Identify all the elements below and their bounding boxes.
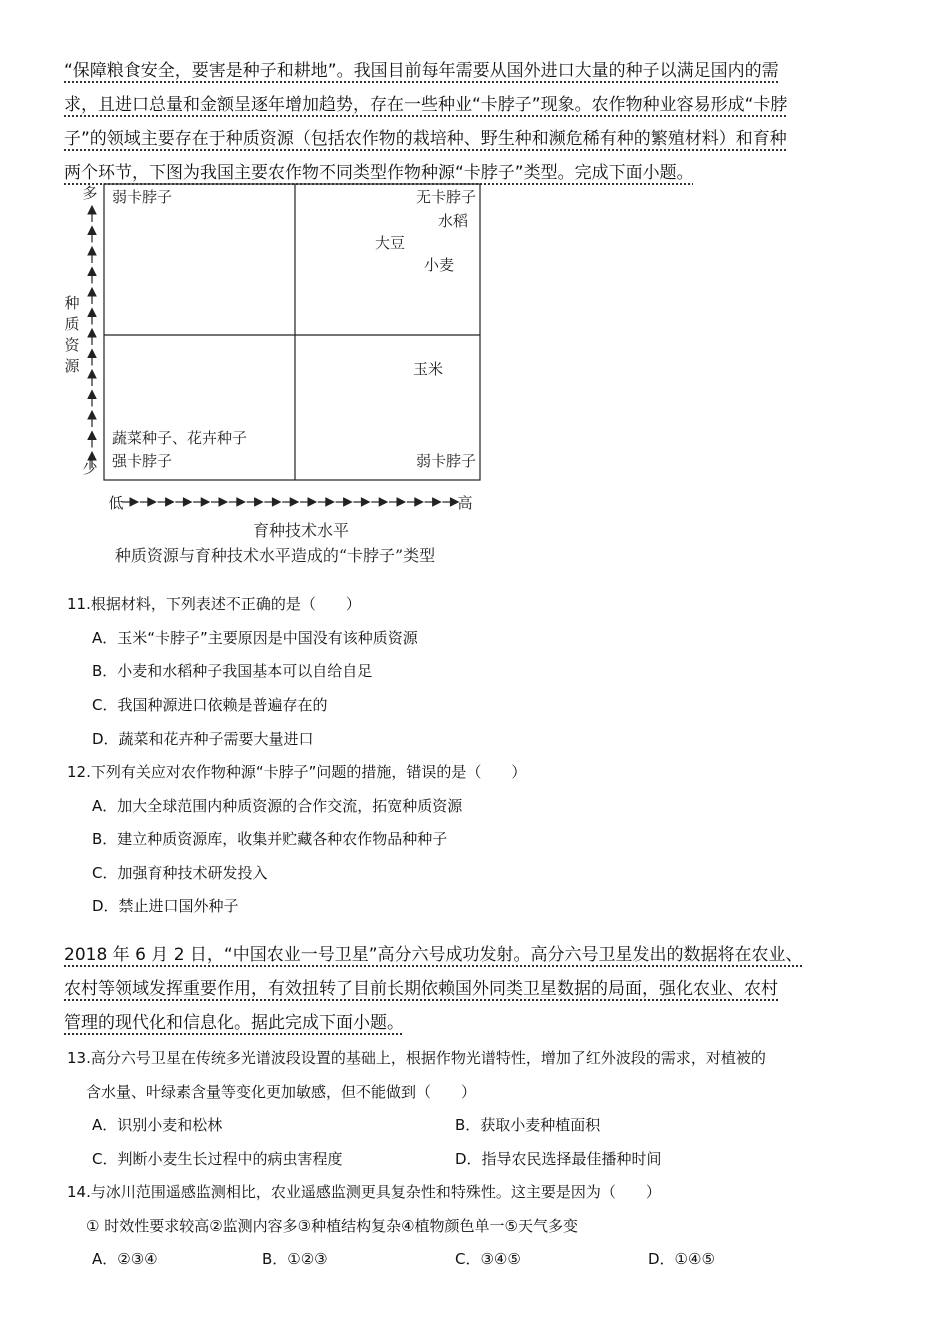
question-13-option-a[interactable]: A．识别小麦和松林 [92, 1116, 223, 1134]
question-13-stem-line-1: 13.高分六号卫星在传统多光谱波段设置的基础上，根据作物光谱特性，增加了红外波段的需求，对植被的 [67, 1049, 766, 1067]
x-arrow-head [308, 498, 316, 506]
quadrant-bottom-right-label: 弱卡脖子 [415, 452, 476, 470]
x-arrow-head [201, 498, 209, 506]
y-arrow-head [88, 411, 96, 419]
question-12-option-a[interactable]: A．加大全球范围内种质资源的合作交流，拓宽种质资源 [92, 797, 463, 815]
y-arrow-head [88, 309, 96, 317]
x-arrow-head [272, 498, 280, 506]
quadrant-top-left-label: 弱卡脖子 [112, 188, 173, 206]
question-12-option-b[interactable]: B．建立种质资源库，收集并贮藏各种农作物品种种子 [92, 830, 448, 848]
x-arrow-head [433, 498, 441, 506]
question-14-items: ① 时效性要求较高②监测内容多③种植结构复杂④植物颜色单一⑤天气多变 [86, 1217, 579, 1235]
passage-2-line: 管理的现代化和信息化。据此完成下面小题。 [64, 1013, 404, 1033]
x-arrow-head [326, 498, 334, 506]
x-arrow-head [290, 498, 298, 506]
question-11-option-d[interactable]: D．蔬菜和花卉种子需要大量进口 [92, 730, 314, 748]
x-arrow-head [344, 498, 352, 506]
x-arrow-head [148, 498, 156, 506]
x-arrow-head [183, 498, 191, 506]
question-13-stem-line-2: 含水量、叶绿素含量等变化更加敏感，但不能做到（ ） [86, 1083, 477, 1101]
question-14-option-c[interactable]: C．③④⑤ [455, 1250, 521, 1268]
x-arrow-head [237, 498, 245, 506]
germplasm-breeding-diagram [60, 178, 490, 573]
question-13-option-c[interactable]: C．判断小麦生长过程中的病虫害程度 [92, 1150, 343, 1168]
crop-corn: 玉米 [412, 360, 443, 378]
x-arrow-head [361, 498, 369, 506]
passage-1-line: “保障粮食安全，要害是种子和耕地”。我国目前每年需要从国外进口大量的种子以满足国内的需 [64, 61, 779, 81]
question-11-stem: 11.根据材料，下列表述不正确的是（ ） [67, 595, 361, 613]
y-arrow-head [88, 227, 96, 235]
y-arrow-head [88, 288, 96, 296]
question-11-option-b[interactable]: B．小麦和水稻种子我国基本可以自给自足 [92, 662, 373, 680]
crop-rice: 水稻 [437, 212, 468, 230]
quadrant-top-right-label: 无卡脖子 [415, 188, 476, 206]
y-axis-label-char: 源 [64, 357, 80, 375]
crop-soybean: 大豆 [374, 234, 405, 252]
crop-vegetable-flower: 蔬菜种子、花卉种子 [112, 429, 248, 447]
x-axis-label: 育种技术水平 [252, 521, 350, 540]
question-13-option-b[interactable]: B．获取小麦种植面积 [455, 1116, 601, 1134]
quadrant-bottom-left-label: 强卡脖子 [112, 452, 173, 470]
y-arrow-head [88, 350, 96, 358]
y-axis-bottom-label: 少 [82, 459, 98, 477]
question-14-option-d[interactable]: D．①④⑤ [648, 1250, 715, 1268]
question-14-stem: 14.与冰川范围遥感监测相比，农业遥感监测更具复杂性和特殊性。这主要是因为（ ） [67, 1183, 661, 1201]
question-14-option-b[interactable]: B．①②③ [262, 1250, 328, 1268]
passage-2 [64, 938, 886, 1040]
passage-2-line: 农村等领域发挥重要作用，有效扭转了目前长期依赖国外同类卫星数据的局面，强化农业、农村 [64, 979, 778, 999]
passage-1-line: 求，且进口总量和金额呈逐年增加趋势，存在一些种业“卡脖子”现象。农作物种业容易形成“卡脖 [64, 95, 788, 115]
passage-1 [64, 54, 886, 190]
question-11-option-a[interactable]: A．玉米“卡脖子”主要原因是中国没有该种质资源 [92, 629, 418, 647]
question-13-option-d[interactable]: D．指导农民选择最佳播种时间 [455, 1150, 662, 1168]
y-axis-label-char: 种 [64, 294, 80, 312]
y-arrow-head [88, 329, 96, 337]
x-axis-left-label: 低 [108, 494, 124, 512]
y-arrow-head [88, 432, 96, 440]
y-axis-label-char: 资 [64, 336, 80, 354]
y-axis-label-char: 质 [64, 315, 80, 333]
crop-wheat: 小麦 [423, 256, 454, 274]
y-arrow-head [88, 370, 96, 378]
x-arrow-head [397, 498, 405, 506]
y-axis-arrows [88, 206, 96, 468]
y-arrow-head [88, 268, 96, 276]
y-arrow-head [88, 391, 96, 399]
question-12-stem: 12.下列有关应对农作物种源“卡脖子”问题的措施，错误的是（ ） [67, 763, 527, 781]
x-axis-arrows [122, 498, 458, 506]
question-12-option-d[interactable]: D．禁止进口国外种子 [92, 897, 239, 915]
y-axis-top-label: 多 [82, 184, 98, 202]
question-12-option-c[interactable]: C．加强育种技术研发投入 [92, 864, 268, 882]
question-11-option-c[interactable]: C．我国种源进口依赖是普遍存在的 [92, 696, 328, 714]
y-arrow-head [88, 206, 96, 214]
passage-1-line: 两个环节，下图为我国主要农作物不同类型作物种源“卡脖子”类型。完成下面小题。 [64, 163, 694, 183]
question-14-option-a[interactable]: A．②③④ [92, 1250, 158, 1268]
x-arrow-head [166, 498, 174, 506]
x-arrow-head [255, 498, 263, 506]
passage-2-line: 2018 年 6 月 2 日，“中国农业一号卫星”高分六号成功发射。高分六号卫星发出的数据将在农业、 [64, 945, 803, 965]
x-arrow-head [415, 498, 423, 506]
x-arrow-head [130, 498, 138, 506]
y-arrow-head [88, 247, 96, 255]
passage-1-line: 子”的领域主要存在于种质资源（包括农作物的栽培种、野生种和濒危稀有种的繁殖材料）和育种 [64, 129, 787, 149]
x-axis-right-label: 高 [457, 494, 473, 512]
diagram-caption: 种质资源与育种技术水平造成的“卡脖子”类型 [114, 546, 436, 565]
x-arrow-head [379, 498, 387, 506]
x-arrow-head [219, 498, 227, 506]
